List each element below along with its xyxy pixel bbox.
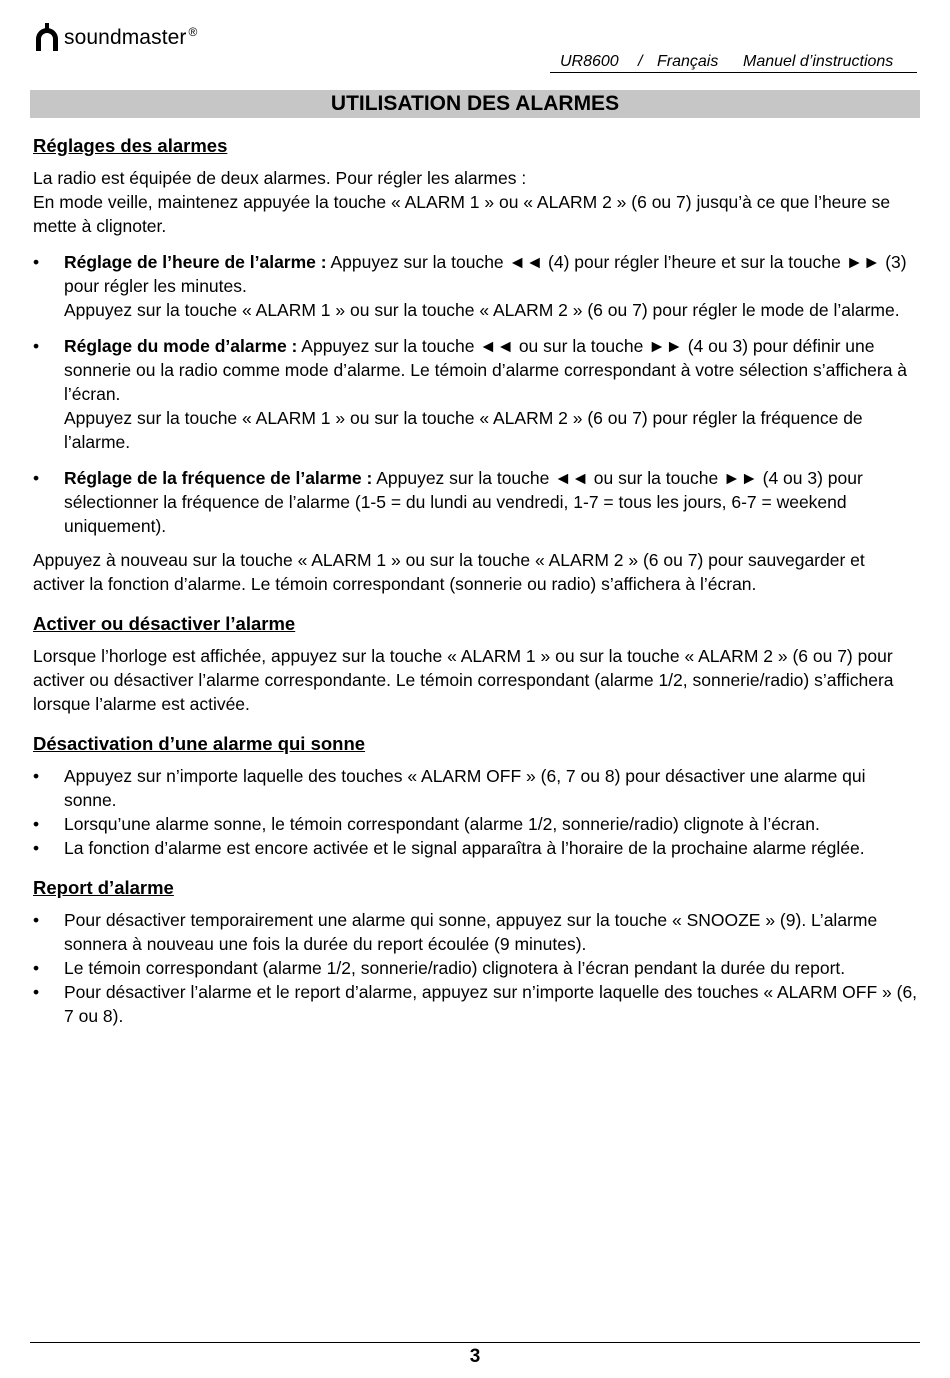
list-item-text: Appuyez sur la touche ◄◄ ou sur la touche ►► (4 ou 3) pour définir une sonnerie ou la radio comme mode d’alarme. Le témoin d’alarme correspondant à votre sélection s’affichera à l’écran.	[64, 336, 908, 404]
list-item: • Pour désactiver temporairement une alarme qui sonne, appuyez sur la touche « SNOOZE » (9). L’alarme sonnera à nouveau une fois la durée du report écoulée (9 minutes).	[33, 908, 918, 956]
list-item: • Le témoin correspondant (alarme 1/2, sonnerie/radio) clignotera à l’écran pendant la durée du report.	[33, 956, 918, 980]
brand-logo	[33, 22, 197, 56]
list-item	[33, 334, 918, 454]
report-list	[33, 908, 918, 1028]
section-heading-report: Report d’alarme	[33, 877, 174, 898]
list-item-text: Appuyez sur la touche ◄◄ ou sur la touche ►► (4 ou 3) pour sélectionner la fréquence de l’alarme (1-5 = du lundi au vendredi, 1-7 = tous les jours, 6-7 = weekend uniquement).	[64, 468, 863, 536]
registered-mark: ®	[188, 25, 198, 39]
model-number: UR8600	[560, 53, 619, 70]
reglages-intro: La radio est équipée de deux alarmes. Pour régler les alarmes :	[33, 168, 527, 188]
reglages-intro-2: En mode veille, maintenez appuyée la touche « ALARM 1 » ou « ALARM 2 » (6 ou 7) jusqu’à ce que l’heure se mette à clignoter.	[33, 192, 891, 236]
header-separator: /	[638, 53, 643, 70]
list-item: • La fonction d’alarme est encore activée et le signal apparaîtra à l’horaire de la prochaine alarme réglée.	[33, 836, 918, 860]
list-item: • Appuyez sur n’importe laquelle des touches « ALARM OFF » (6, 7 ou 8) pour désactiver une alarme qui sonne.	[33, 764, 918, 812]
reglages-outro: Appuyez à nouveau sur la touche « ALARM 1 » ou sur la touche « ALARM 2 » (6 ou 7) pour sauvegarder et activer la fonction d’alarme. Le témoin correspondant (sonnerie ou radio) s’affichera à l’écran.	[33, 550, 865, 594]
list-item-text-2: Appuyez sur la touche « ALARM 1 » ou sur la touche « ALARM 2 » (6 ou 7) pour régler le mode de l’alarme.	[64, 300, 900, 320]
section-heading-reglages: Réglages des alarmes	[33, 135, 228, 156]
list-item: • Lorsqu’une alarme sonne, le témoin correspondant (alarme 1/2, sonnerie/radio) clignote à l’écran.	[33, 812, 918, 836]
list-item	[33, 250, 918, 322]
section-heading-activer: Activer ou désactiver l’alarme	[33, 613, 296, 634]
footer-divider	[30, 1342, 920, 1343]
list-item-text: Appuyez sur la touche ◄◄ (4) pour régler l’heure et sur la touche ►► (3) pour régler les minutes.	[64, 252, 907, 296]
list-item-label: Réglage du mode d’alarme :	[64, 336, 298, 356]
header-doc-type: Manuel d’instructions	[743, 53, 894, 70]
desactivation-list	[33, 764, 918, 860]
list-item-label: Réglage de l’heure de l’alarme :	[64, 252, 327, 272]
main-content	[33, 134, 918, 1028]
list-item-text-2: Appuyez sur la touche « ALARM 1 » ou sur la touche « ALARM 2 » (6 ou 7) pour régler la fréquence de l’alarme.	[64, 408, 863, 452]
list-item	[33, 466, 918, 538]
header-language: Français	[657, 53, 719, 70]
soundmaster-logo-icon	[33, 22, 61, 52]
page-title: UTILISATION DES ALARMES	[30, 90, 920, 118]
page-number: 3	[469, 1346, 481, 1367]
document-header	[550, 52, 917, 73]
brand-name: soundmaster	[64, 26, 187, 49]
section-heading-desactivation: Désactivation d’une alarme qui sonne	[33, 733, 366, 754]
reglages-list	[33, 250, 918, 538]
activer-text: Lorsque l’horloge est affichée, appuyez sur la touche « ALARM 1 » ou sur la touche « ALARM 2 » (6 ou 7) pour activer ou désactiver l’alarme correspondante. Le témoin correspondant (alarme 1/2, sonnerie/radio) s’affichera lorsque l’alarme est activée.	[33, 646, 894, 714]
list-item: • Pour désactiver l’alarme et le report d’alarme, appuyez sur n’importe laquelle des touches « ALARM OFF » (6, 7 ou 8).	[33, 980, 918, 1028]
list-item-label: Réglage de la fréquence de l’alarme :	[64, 468, 373, 488]
